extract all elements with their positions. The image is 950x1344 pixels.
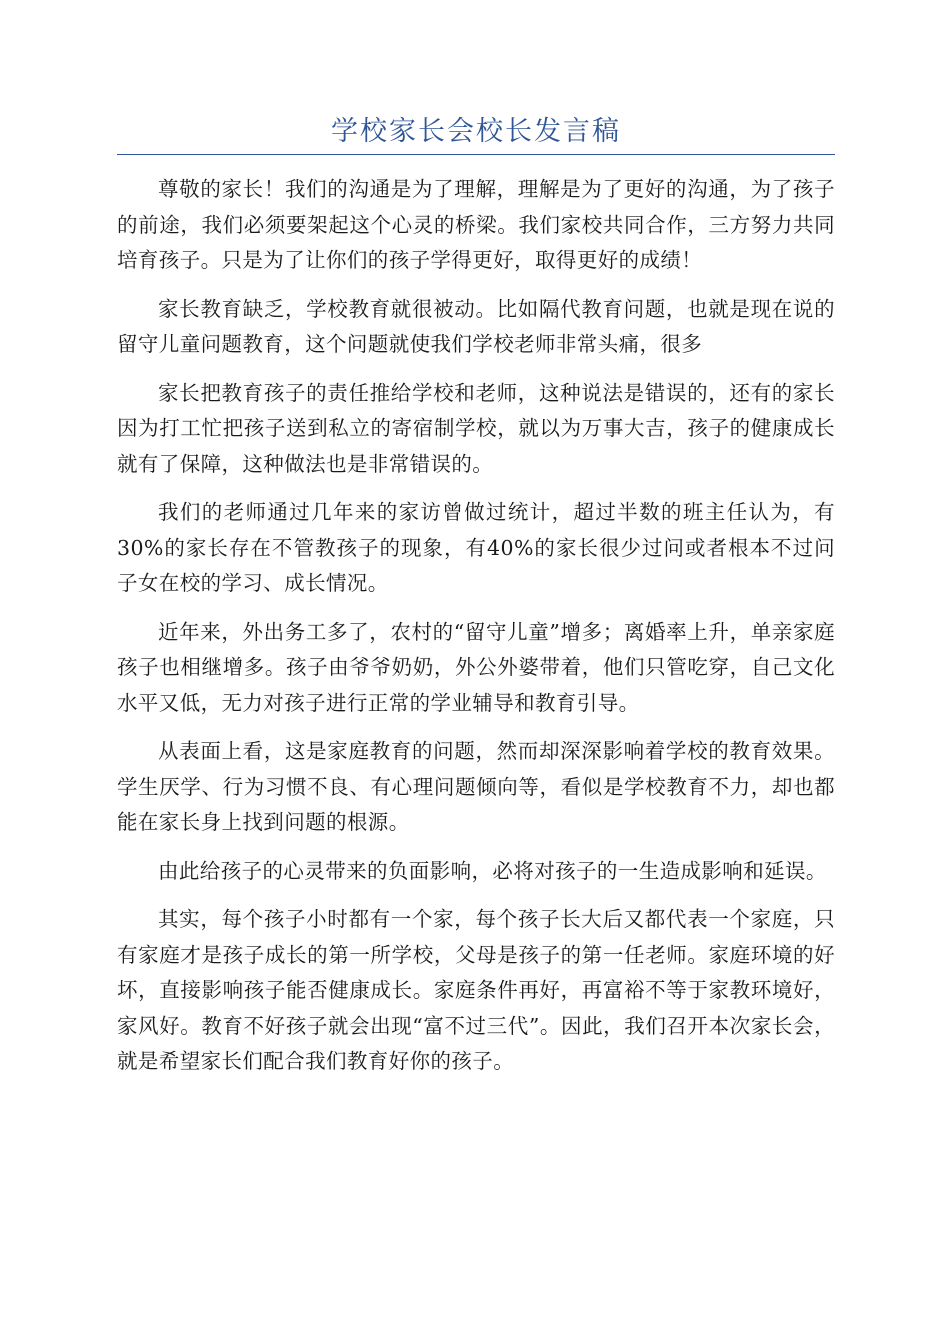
paragraph-2: 家长教育缺乏，学校教育就很被动。比如隔代教育问题，也就是现在说的留守儿童问题教育，这个问题就使我们学校老师非常头痛，很多: [117, 296, 835, 356]
paragraph-7: 由此给孩子的心灵带来的负面影响，必将对孩子的一生造成影响和延误。: [158, 858, 827, 883]
paragraph-6: 从表面上看，这是家庭教育的问题，然而却深深影响着学校的教育效果。学生厌学、行为习惯不良、有心理问题倾向等，看似是学校教育不力，却也都能在家长身上找到问题的根源。: [117, 739, 835, 834]
paragraph-4: 我们的老师通过几年来的家访曾做过统计，超过半数的班主任认为，有30%的家长存在不管教孩子的现象，有40%的家长很少过问或者根本不过问子女在校的学习、成长情况。: [117, 500, 835, 595]
title-underline: [117, 154, 835, 155]
document-title: 学校家长会校长发言稿: [331, 116, 621, 147]
document-page: [117, 112, 835, 1093]
paragraph-1: 尊敬的家长！我们的沟通是为了理解，理解是为了更好的沟通，为了孩子的前途，我们必须要架起这个心灵的桥梁。我们家校共同合作，三方努力共同培育孩子。只是为了让你们的孩子学得更好，取得更好的成绩！: [117, 177, 835, 272]
paragraph-8: 其实，每个孩子小时都有一个家，每个孩子长大后又都代表一个家庭，只有家庭才是孩子成长的第一所学校，父母是孩子的第一任老师。家庭环境的好坏，直接影响孩子能否健康成长。家庭条件再好，再富裕不等于家教环境好，家风好。教育不好孩子就会出现“富不过三代”。因此，我们召开本次家长会，就是希望家长们配合我们教育好你的孩子。: [117, 907, 835, 1073]
paragraph-3: 家长把教育孩子的责任推给学校和老师，这种说法是错误的，还有的家长因为打工忙把孩子送到私立的寄宿制学校，就以为万事大吉，孩子的健康成长就有了保障，这种做法也是非常错误的。: [117, 380, 835, 476]
paragraph-5: 近年来，外出务工多了，农村的“留守儿童”增多；离婚率上升，单亲家庭孩子也相继增多。孩子由爷爷奶奶，外公外婆带着，他们只管吃穿，自己文化水平又低，无力对孩子进行正常的学业辅导和教育引导。: [117, 619, 835, 715]
